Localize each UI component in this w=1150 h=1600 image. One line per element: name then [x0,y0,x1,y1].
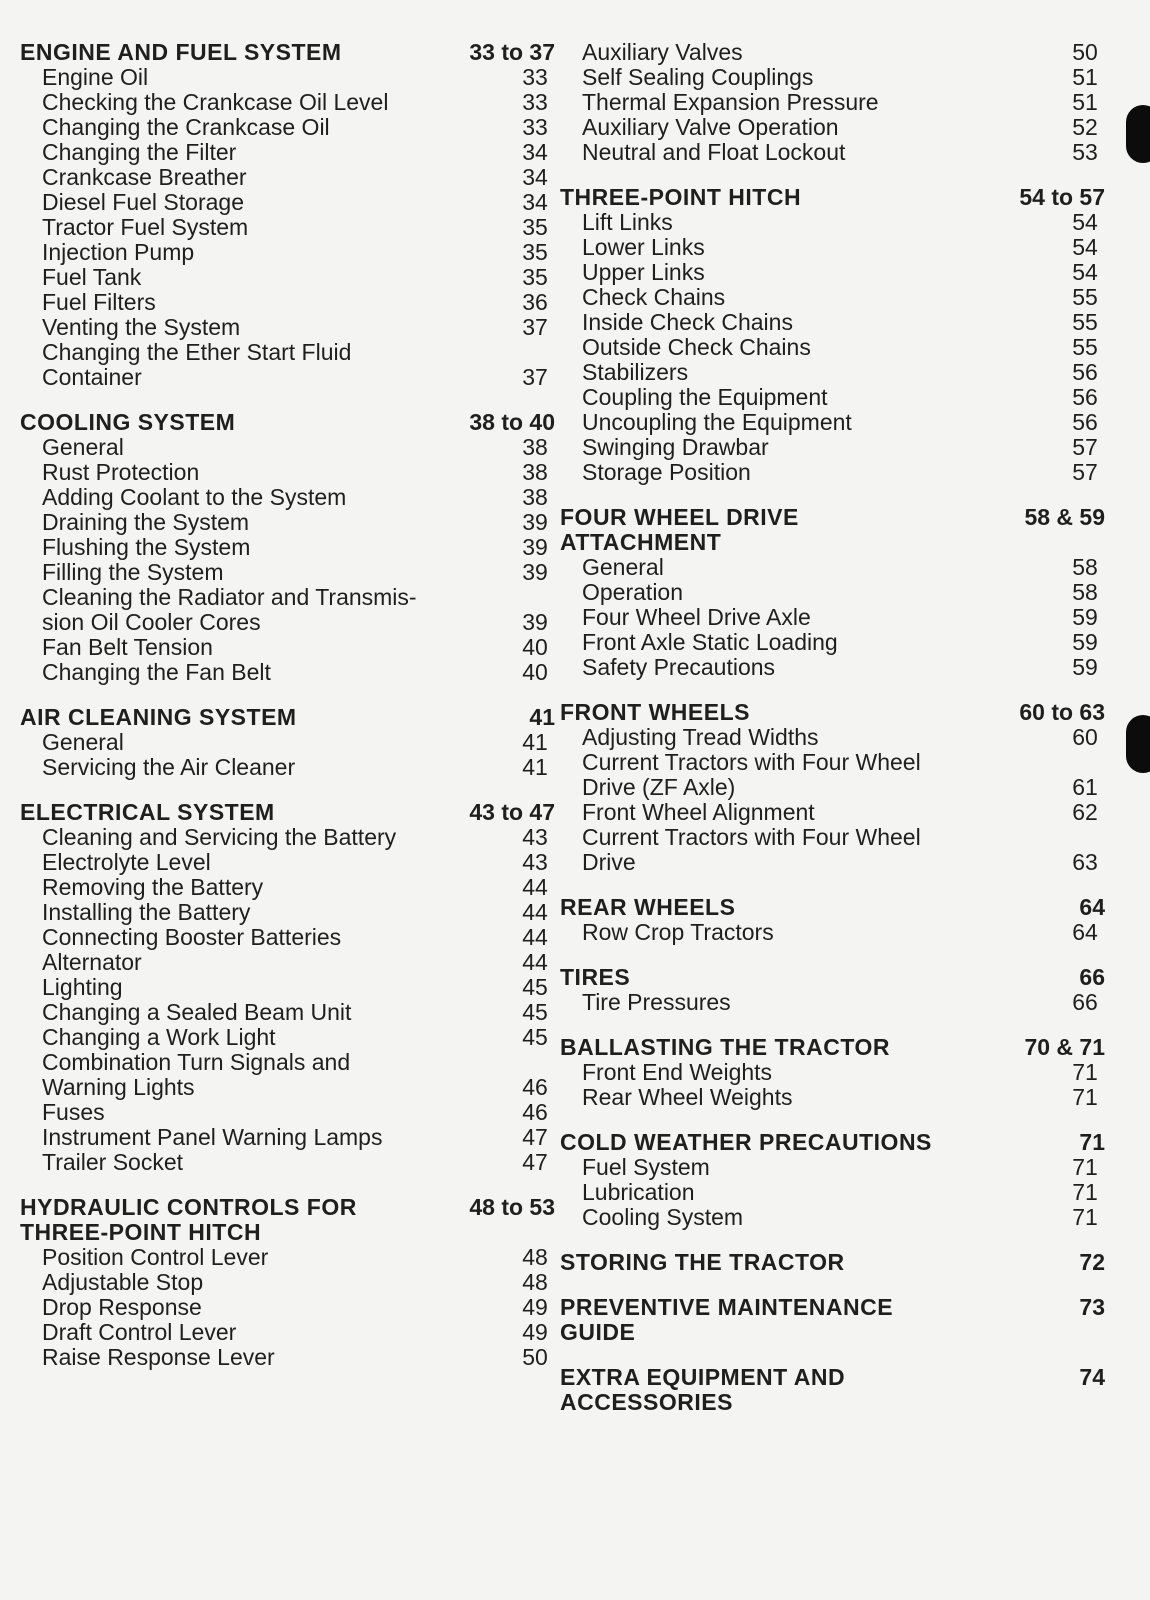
entry-label: Check Chains [582,284,726,310]
entry-page-number: 33 [522,89,548,115]
entry-label: Four Wheel Drive Axle [582,604,811,630]
toc-entry [20,1295,565,1320]
entry-page-number: 54 [1072,234,1098,260]
toc-entry [560,360,1115,385]
toc-entry [560,235,1115,260]
entry-label: Adjustable Stop [42,1269,204,1295]
entry-label: Lower Links [582,234,705,260]
toc-section [20,1195,565,1370]
entry-label: General [42,729,124,755]
entry-page-number: 50 [1072,39,1098,65]
entry-label: Electrolyte Level [42,849,211,875]
section-heading [560,895,1115,920]
toc-entry [560,725,1115,750]
entry-page-number: 61 [1072,774,1098,800]
section-title: EXTRA EQUIPMENT AND ACCESSORIES [560,1364,846,1415]
toc-entry [20,315,565,340]
toc-entry [20,165,565,190]
entry-label: Crankcase Breather [42,164,247,190]
entry-label: Injection Pump [42,239,195,265]
toc-section [560,1365,1115,1415]
entry-page-number: 59 [1072,654,1098,680]
toc-entry [560,335,1115,360]
toc-entry [20,535,565,560]
entry-page-number: 34 [522,139,548,165]
entry-label: Changing a Sealed Beam Unit [42,999,352,1025]
entry-page-number: 40 [522,659,548,685]
entry-page-number: 66 [1072,989,1098,1015]
toc-entry [20,975,565,1000]
toc-entry [20,900,565,925]
section-title: BALLASTING THE TRACTOR [560,1034,891,1060]
entry-label: Operation [582,579,684,605]
entry-label: Stabilizers [582,359,689,385]
entry-label: Drop Response [42,1294,202,1320]
toc-entry [20,115,565,140]
entry-label: Front Wheel Alignment [582,799,815,825]
entry-page-number: 46 [522,1099,548,1125]
entry-label: Changing the Crankcase Oil [42,114,330,140]
toc-left-column [20,40,565,1390]
toc-entry [20,190,565,215]
toc-entry [20,1345,565,1370]
entry-label: Current Tractors with Four Wheel Drive (ZF Axle) [582,749,921,800]
entry-label: Row Crop Tractors [582,919,774,945]
section-page-range: 64 [1079,894,1105,920]
entry-page-number: 44 [522,899,548,925]
entry-label: Connecting Booster Batteries [42,924,342,950]
toc-section [560,1295,1115,1345]
toc-entry [20,485,565,510]
entry-page-number: 39 [522,534,548,560]
toc-entry [560,385,1115,410]
entry-page-number: 71 [1072,1084,1098,1110]
section-page-range: 33 to 37 [469,39,555,65]
entry-label: Storage Position [582,459,751,485]
entry-page-number: 44 [522,949,548,975]
toc-entry [560,800,1115,825]
section-heading [560,505,1115,555]
toc-section [560,40,1115,165]
toc-entry [560,655,1115,680]
entry-page-number: 35 [522,239,548,265]
toc-entry [20,875,565,900]
entry-page-number: 71 [1072,1179,1098,1205]
toc-entry [20,65,565,90]
entry-page-number: 35 [522,264,548,290]
entry-label: Raise Response Lever [42,1344,275,1370]
section-page-range: 73 [1079,1294,1105,1320]
entry-page-number: 59 [1072,604,1098,630]
toc-entry [560,825,1115,875]
entry-page-number: 44 [522,874,548,900]
entry-page-number: 43 [522,824,548,850]
section-page-range: 71 [1079,1129,1105,1155]
section-page-range: 70 & 71 [1024,1034,1105,1060]
entry-label: Inside Check Chains [582,309,793,335]
toc-right-column [560,40,1115,1435]
entry-page-number: 34 [522,189,548,215]
entry-page-number: 64 [1072,919,1098,945]
toc-entry [560,990,1115,1015]
toc-entry [20,1245,565,1270]
entry-page-number: 46 [522,1074,548,1100]
toc-section [560,1250,1115,1275]
toc-section [20,410,565,685]
toc-entry [20,925,565,950]
section-heading [560,1295,1115,1345]
entry-page-number: 71 [1072,1204,1098,1230]
toc-entry [560,580,1115,605]
entry-page-number: 43 [522,849,548,875]
entry-label: Lighting [42,974,123,1000]
toc-entry [560,1205,1115,1230]
toc-entry [20,240,565,265]
entry-label: Changing a Work Light [42,1024,276,1050]
toc-entry [20,265,565,290]
toc-section [560,1035,1115,1110]
entry-label: Self Sealing Couplings [582,64,814,90]
toc-entry [20,1270,565,1295]
toc-entry [560,750,1115,800]
entry-page-number: 45 [522,1024,548,1050]
entry-label: Uncoupling the Equipment [582,409,852,435]
section-title: THREE-POINT HITCH [560,184,802,210]
entry-page-number: 39 [522,609,548,635]
entry-label: Fuel Filters [42,289,156,315]
section-heading [20,1195,565,1245]
entry-label: Alternator [42,949,142,975]
entry-page-number: 56 [1072,409,1098,435]
section-title: FOUR WHEEL DRIVE ATTACHMENT [560,504,799,555]
entry-page-number: 37 [522,364,548,390]
entry-label: Rust Protection [42,459,200,485]
toc-section [560,895,1115,945]
section-heading [20,705,565,730]
toc-entry [560,115,1115,140]
toc-entry [560,605,1115,630]
entry-label: Current Tractors with Four Wheel Drive [582,824,921,875]
entry-label: Fuses [42,1099,105,1125]
toc-entry [20,825,565,850]
section-page-range: 48 to 53 [469,1194,555,1220]
entry-label: Changing the Fan Belt [42,659,271,685]
section-heading [20,410,565,435]
section-title: HYDRAULIC CONTROLS FOR THREE-POINT HITCH [20,1194,357,1245]
entry-page-number: 60 [1072,724,1098,750]
binder-hole [1126,105,1150,163]
entry-page-number: 58 [1072,554,1098,580]
entry-page-number: 49 [522,1294,548,1320]
entry-label: Adjusting Tread Widths [582,724,819,750]
toc-entry [20,635,565,660]
section-heading [560,965,1115,990]
entry-label: Tire Pressures [582,989,731,1015]
entry-label: Outside Check Chains [582,334,811,360]
entry-label: Draining the System [42,509,250,535]
entry-label: Draft Control Lever [42,1319,237,1345]
toc-entry [20,560,565,585]
section-page-range: 60 to 63 [1019,699,1105,725]
entry-page-number: 57 [1072,434,1098,460]
section-heading [560,1130,1115,1155]
toc-entry [560,1060,1115,1085]
toc-entry [20,1320,565,1345]
section-heading [20,800,565,825]
entry-page-number: 50 [522,1344,548,1370]
toc-entry [20,510,565,535]
entry-label: Auxiliary Valve Operation [582,114,839,140]
entry-page-number: 56 [1072,359,1098,385]
entry-page-number: 33 [522,64,548,90]
entry-label: Rear Wheel Weights [582,1084,793,1110]
entry-page-number: 53 [1072,139,1098,165]
entry-label: Thermal Expansion Pressure [582,89,879,115]
toc-entry [20,660,565,685]
entry-page-number: 51 [1072,89,1098,115]
entry-page-number: 38 [522,459,548,485]
section-page-range: 41 [529,704,555,730]
entry-label: Checking the Crankcase Oil Level [42,89,389,115]
entry-page-number: 55 [1072,309,1098,335]
entry-page-number: 55 [1072,284,1098,310]
section-page-range: 58 & 59 [1024,504,1105,530]
entry-page-number: 49 [522,1319,548,1345]
entry-page-number: 45 [522,999,548,1025]
entry-page-number: 71 [1072,1154,1098,1180]
entry-label: Swinging Drawbar [582,434,769,460]
toc-entry [560,260,1115,285]
entry-page-number: 33 [522,114,548,140]
toc-entry [20,90,565,115]
toc-section [20,705,565,780]
entry-page-number: 44 [522,924,548,950]
section-heading [20,40,565,65]
entry-page-number: 54 [1072,209,1098,235]
section-heading [560,700,1115,725]
entry-label: Instrument Panel Warning Lamps [42,1124,383,1150]
toc-entry [560,460,1115,485]
toc-entry [20,435,565,460]
toc-entry [20,460,565,485]
entry-page-number: 38 [522,484,548,510]
toc-entry [560,410,1115,435]
toc-entry [20,340,565,390]
binder-hole [1126,715,1150,773]
section-page-range: 72 [1079,1249,1105,1275]
entry-label: Cooling System [582,1204,744,1230]
toc-entry [20,755,565,780]
section-title: ELECTRICAL SYSTEM [20,799,275,825]
toc-entry [560,40,1115,65]
toc-entry [560,1085,1115,1110]
entry-label: General [42,434,124,460]
toc-entry [560,65,1115,90]
entry-page-number: 52 [1072,114,1098,140]
section-page-range: 66 [1079,964,1105,990]
entry-page-number: 47 [522,1149,548,1175]
entry-label: Cleaning the Radiator and Transmis- sion Oil Cooler Cores [42,584,417,635]
toc-entry [20,1050,565,1100]
entry-page-number: 45 [522,974,548,1000]
section-heading [560,185,1115,210]
toc-entry [560,435,1115,460]
entry-page-number: 71 [1072,1059,1098,1085]
entry-page-number: 59 [1072,629,1098,655]
entry-label: Upper Links [582,259,705,285]
section-heading [560,1250,1115,1275]
section-page-range: 74 [1079,1364,1105,1390]
entry-page-number: 41 [522,729,548,755]
entry-page-number: 51 [1072,64,1098,90]
toc-section [20,40,565,390]
section-title: TIRES [560,964,631,990]
entry-label: Fan Belt Tension [42,634,213,660]
toc-entry [20,1100,565,1125]
section-heading [560,1365,1115,1415]
toc-entry [20,730,565,755]
entry-label: Filling the System [42,559,224,585]
entry-label: Combination Turn Signals and Warning Lights [42,1049,351,1100]
toc-entry [560,285,1115,310]
toc-entry [560,920,1115,945]
entry-page-number: 48 [522,1269,548,1295]
entry-page-number: 34 [522,164,548,190]
entry-label: Diesel Fuel Storage [42,189,244,215]
toc-entry [560,210,1115,235]
entry-page-number: 55 [1072,334,1098,360]
section-title: FRONT WHEELS [560,699,750,725]
toc-entry [20,1150,565,1175]
entry-label: Installing the Battery [42,899,251,925]
section-page-range: 43 to 47 [469,799,555,825]
entry-label: Changing the Filter [42,139,237,165]
section-title: COLD WEATHER PRECAUTIONS [560,1129,932,1155]
toc-entry [560,140,1115,165]
toc-entry [560,310,1115,335]
entry-label: General [582,554,664,580]
entry-label: Lift Links [582,209,673,235]
section-title: COOLING SYSTEM [20,409,236,435]
section-title: PREVENTIVE MAINTENANCE GUIDE [560,1294,894,1345]
entry-page-number: 35 [522,214,548,240]
entry-page-number: 62 [1072,799,1098,825]
toc-entry [560,1180,1115,1205]
toc-entry [20,1125,565,1150]
entry-label: Servicing the Air Cleaner [42,754,296,780]
entry-page-number: 56 [1072,384,1098,410]
section-heading [560,1035,1115,1060]
entry-page-number: 39 [522,559,548,585]
toc-section [560,505,1115,680]
section-title: STORING THE TRACTOR [560,1249,845,1275]
entry-page-number: 54 [1072,259,1098,285]
entry-label: Fuel Tank [42,264,142,290]
entry-page-number: 37 [522,314,548,340]
entry-label: Cleaning and Servicing the Battery [42,824,397,850]
toc-entry [20,585,565,635]
entry-page-number: 48 [522,1244,548,1270]
entry-label: Position Control Lever [42,1244,269,1270]
entry-label: Trailer Socket [42,1149,184,1175]
entry-label: Auxiliary Valves [582,39,743,65]
entry-page-number: 40 [522,634,548,660]
section-title: REAR WHEELS [560,894,736,920]
entry-label: Fuel System [582,1154,710,1180]
entry-label: Engine Oil [42,64,149,90]
entry-label: Venting the System [42,314,241,340]
entry-label: Front Axle Static Loading [582,629,838,655]
entry-page-number: 38 [522,434,548,460]
entry-label: Tractor Fuel System [42,214,249,240]
entry-label: Safety Precautions [582,654,776,680]
entry-page-number: 57 [1072,459,1098,485]
toc-entry [20,950,565,975]
toc-entry [560,1155,1115,1180]
toc-section [560,965,1115,1015]
entry-label: Front End Weights [582,1059,773,1085]
entry-page-number: 63 [1072,849,1098,875]
toc-entry [20,1025,565,1050]
entry-label: Adding Coolant to the System [42,484,347,510]
toc-section [20,800,565,1175]
entry-label: Changing the Ether Start Fluid Container [42,339,352,390]
toc-entry [20,1000,565,1025]
toc-section [560,1130,1115,1230]
toc-entry [20,215,565,240]
entry-page-number: 39 [522,509,548,535]
section-page-range: 54 to 57 [1019,184,1105,210]
section-page-range: 38 to 40 [469,409,555,435]
toc-entry [20,290,565,315]
entry-label: Lubrication [582,1179,695,1205]
toc-entry [560,555,1115,580]
entry-page-number: 36 [522,289,548,315]
entry-label: Flushing the System [42,534,251,560]
section-title: ENGINE AND FUEL SYSTEM [20,39,342,65]
entry-page-number: 58 [1072,579,1098,605]
entry-page-number: 47 [522,1124,548,1150]
toc-entry [20,140,565,165]
entry-label: Neutral and Float Lockout [582,139,846,165]
entry-page-number: 41 [522,754,548,780]
toc-entry [560,90,1115,115]
section-title: AIR CLEANING SYSTEM [20,704,297,730]
toc-section [560,700,1115,875]
entry-label: Removing the Battery [42,874,264,900]
toc-section [560,185,1115,485]
toc-entry [20,850,565,875]
entry-label: Coupling the Equipment [582,384,828,410]
toc-entry [560,630,1115,655]
